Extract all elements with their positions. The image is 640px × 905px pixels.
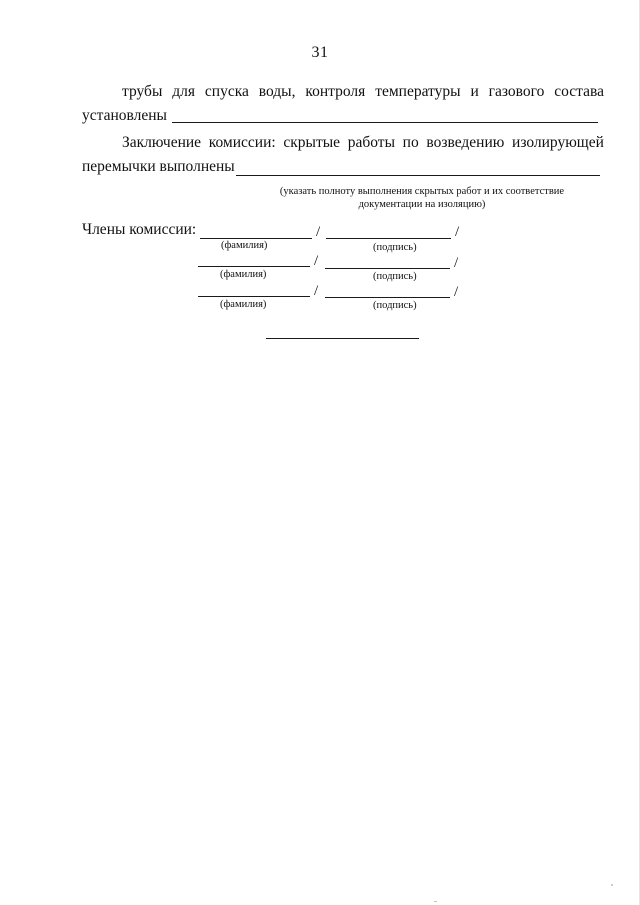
word: спуска	[204, 83, 249, 100]
surname-line	[198, 266, 310, 267]
word: работы	[347, 134, 395, 151]
closing-rule	[266, 338, 419, 339]
separator-slash: /	[454, 284, 459, 300]
word: газового	[488, 83, 545, 100]
signature-line	[325, 297, 450, 298]
separator-slash: /	[314, 283, 319, 299]
paragraph-1-line-1	[122, 83, 604, 101]
scan-speck	[611, 884, 613, 886]
paragraph-2-line-2: перемычки выполнены	[82, 158, 235, 175]
word: комиссии:	[208, 134, 276, 151]
scan-speck	[434, 901, 437, 902]
surname-caption: (фамилия)	[220, 269, 267, 280]
surname-caption: (фамилия)	[221, 240, 268, 251]
surname-line	[200, 238, 312, 239]
instruction-note-line-1: (указать полноту выполнения скрытых работ и их соответствие	[279, 186, 565, 197]
signature-line	[326, 238, 451, 239]
word: возведению	[426, 134, 505, 151]
surname-caption: (фамилия)	[220, 299, 267, 310]
word: и	[470, 83, 479, 100]
surname-line	[198, 296, 310, 297]
signature-line	[325, 268, 450, 269]
word: состава	[554, 83, 604, 100]
word: Заключение	[122, 134, 202, 151]
word: трубы	[122, 83, 163, 100]
signature-caption: (подпись)	[373, 242, 417, 253]
page-number: 31	[311, 44, 329, 61]
word: контроля	[305, 83, 366, 100]
signature-caption: (подпись)	[373, 300, 417, 311]
separator-slash: /	[316, 224, 321, 240]
paragraph-2-line-1	[122, 134, 604, 152]
word: воды,	[258, 83, 296, 100]
word: для	[172, 83, 196, 100]
paragraph-1-line-2: установлены	[82, 107, 167, 124]
commission-members-label: Члены комиссии:	[82, 221, 197, 238]
signature-caption: (подпись)	[373, 271, 417, 282]
word: скрытые	[283, 134, 341, 151]
separator-slash: /	[455, 224, 460, 240]
fill-in-line-installed	[172, 122, 598, 123]
separator-slash: /	[314, 253, 319, 269]
fill-in-line-conclusion	[236, 175, 600, 176]
separator-slash: /	[454, 255, 459, 271]
instruction-note-line-2: документации на изоляцию)	[358, 199, 486, 210]
word: температуры	[375, 83, 461, 100]
word: по	[402, 134, 419, 151]
word: изолирующей	[512, 134, 604, 151]
